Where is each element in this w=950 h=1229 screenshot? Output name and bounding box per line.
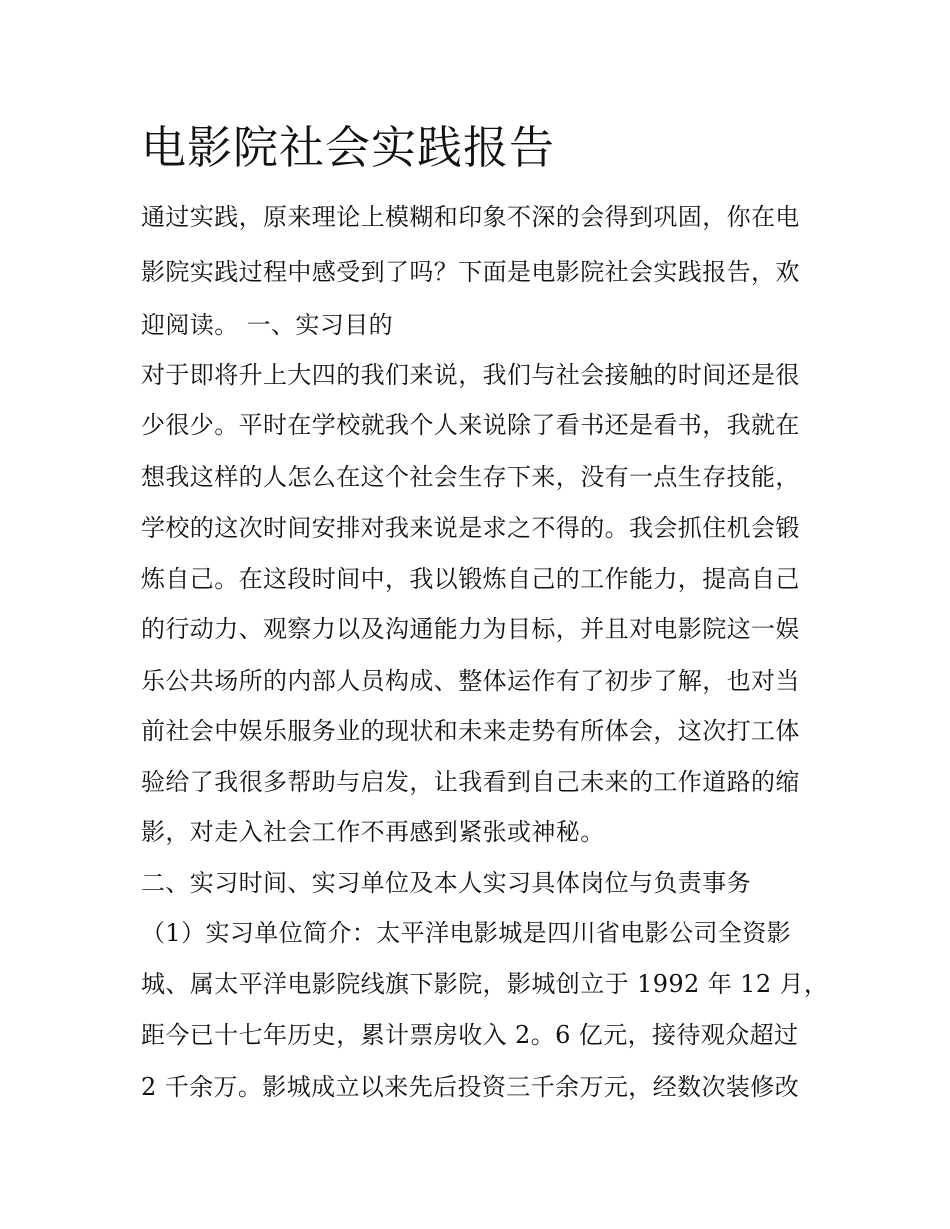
paragraph-line: 炼自己。在这段时间中，我以锻炼自己的工作能力，提高自己	[141, 565, 800, 593]
paragraph-line: 影，对走入社会工作不再感到紧张或神秘。	[141, 818, 605, 846]
paragraph-line: 的行动力、观察力以及沟通能力为目标，并且对电影院这一娱	[141, 615, 800, 643]
paragraph-line: 城、属太平洋电影院线旗下影院，影城创立于 1992 年 12 月，	[141, 970, 829, 998]
section-heading: 二、实习时间、实习单位及本人实习具体岗位与负责事务	[141, 869, 751, 897]
paragraph-line: （1）实习单位简介：太平洋电影城是四川省电影公司全资影	[141, 919, 792, 947]
paragraph-line: 学校的这次时间安排对我来说是求之不得的。我会抓住机会锻	[141, 514, 800, 542]
paragraph-line: 乐公共场所的内部人员构成、整体运作有了初步了解，也对当	[141, 667, 800, 695]
paragraph-line: 迎阅读。 一、实习目的	[141, 311, 394, 339]
paragraph-line: 影院实践过程中感受到了吗？下面是电影院社会实践报告，欢	[141, 258, 800, 286]
paragraph-line: 通过实践，原来理论上模糊和印象不深的会得到巩固，你在电	[141, 203, 800, 231]
paragraph-line: 少很少。平时在学校就我个人来说除了看书还是看书，我就在	[141, 411, 800, 439]
paragraph-line: 对于即将升上大四的我们来说，我们与社会接触的时间还是很	[141, 361, 800, 389]
document-title: 电影院社会实践报告	[141, 121, 556, 174]
paragraph-line: 想我这样的人怎么在这个社会生存下来，没有一点生存技能，	[141, 463, 800, 491]
paragraph-line: 验给了我很多帮助与启发，让我看到自己未来的工作道路的缩	[141, 768, 800, 796]
paragraph-line: 前社会中娱乐服务业的现状和未来走势有所体会，这次打工体	[141, 717, 800, 745]
paragraph-line: 距今已十七年历史，累计票房收入 2。6 亿元，接待观众超过	[141, 1021, 799, 1049]
paragraph-line: 2 千余万。影城成立以来先后投资三千余万元，经数次装修改	[141, 1073, 800, 1101]
